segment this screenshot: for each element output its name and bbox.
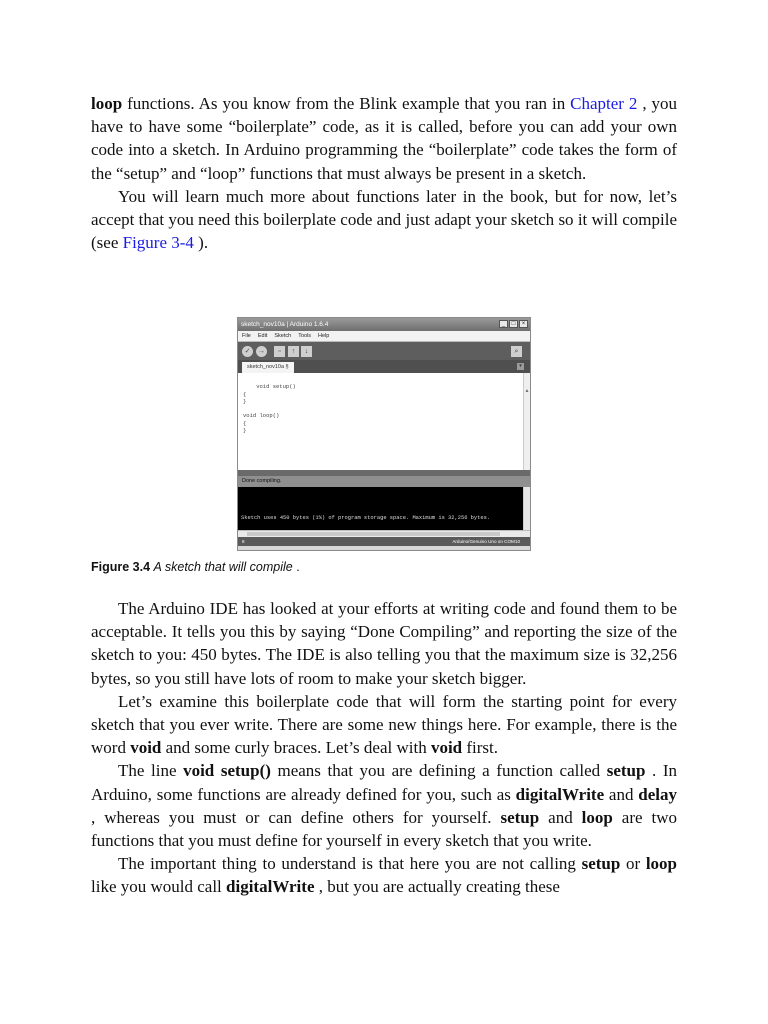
horizontal-scrollbar [238,530,530,537]
line-number: 8 [242,539,245,544]
text-span: Let’s examine this boilerplate code that will form the starting point for every sketch that you ever write. There are some new things here. For example, there is the word [91,691,677,758]
new-icon: ▫ [274,346,285,357]
text-span: The line [118,761,184,781]
upload-icon: → [258,348,265,355]
bold-term: loop [581,807,613,827]
caption-number: Figure 3.4 [91,560,151,574]
text-span: . In Arduino, some functions are already defined for you, such as [91,761,678,804]
toolbar [238,342,530,360]
text-span: or [620,854,646,874]
board-info: Arduino/Genuino Uno on COM10 [452,539,520,544]
body-text-top [91,92,677,254]
bold-term: setup [606,761,646,781]
text-span: and [604,784,639,804]
figure-caption [91,560,300,574]
caption-end: . [292,560,300,574]
code-editor [238,373,530,470]
tab-menu-icon: ▾ [517,363,524,370]
bold-term: setup [581,854,621,874]
verify-icon: ✓ [242,346,253,357]
bold-term: loop [91,94,123,113]
code-text: void setup() { } void loop() { } [243,383,296,435]
console-line: Sketch uses 450 bytes (1%) of program storage space. Maximum is 32,256 bytes. [241,515,491,521]
bold-term: void setup() [183,761,271,781]
scroll-thumb [247,532,500,536]
editor-scrollbar [523,373,530,470]
caption-text: A sketch that will compile [153,560,293,574]
text-span: like you would call [91,877,227,897]
bold-term: loop [645,854,677,874]
bold-term: void [130,738,162,758]
menu-tools: Tools [298,333,312,339]
bold-term: digitalWrite [226,877,315,897]
menubar [238,331,530,342]
scroll-up-icon: ▲ [525,387,529,394]
text-span: functions. As you know from the Blink example that you ran in [122,94,571,113]
paragraph-2 [91,185,677,255]
menu-sketch: Sketch [274,333,292,339]
menu-file: File [242,333,251,339]
menu-edit: Edit [257,333,268,339]
save-icon: ↓ [301,346,312,357]
text-span: ). [193,233,209,253]
console-scrollbar [523,487,530,530]
serial-monitor-icon: ⌕ [511,346,522,357]
console-output [238,487,530,530]
figure-3-4-link[interactable]: Figure 3-4 [122,233,194,253]
bold-term: digitalWrite [515,784,605,804]
open-icon: ↑ [288,346,299,357]
tab-row [238,360,530,373]
text-span: first. [462,738,499,758]
text-span: , but you are actually creating these [314,877,560,897]
window-controls [499,320,528,328]
status-bar: Done compiling. [238,476,530,487]
text-span: The important thing to understand is that here you are not calling [118,854,582,874]
text-span: and [539,807,582,827]
window-title: sketch_nov10a | Arduino 1.6.4 [241,321,329,328]
text-span: are two functions that you must define for yourself in every sketch that you write. [91,807,677,851]
paragraph-5 [91,759,677,852]
bold-term: setup [500,807,540,827]
bold-term: delay [638,784,677,804]
chapter-2-link[interactable]: Chapter 2 [570,94,638,113]
text-span: means that you are defining a function called [270,761,607,781]
maximize-icon: □ [509,320,518,328]
menu-help: Help [318,333,330,339]
text-span: The Arduino IDE has looked at your efforts at writing code and found them to be acceptable. It tells you this by saying “Done Compiling” and reporting the size of the sketch to you: 450 bytes. The IDE is also telling you that the maximum size is 32,256 bytes, so you still have lots of room to make your sketch bigger. [91,599,677,688]
sketch-tab: sketch_nov10a § [242,362,294,373]
text-span: You will learn much more about functions later in the book, but for now, let’s accept that you need this boilerplate code and just adapt your sketch so it will compile (see [91,186,677,253]
text-span: , you have to have some “boilerplate” code, as it is called, before you can add your own code into a sketch. In Arduino programming the “boilerplate” code takes the form of the “setup” and “loop” functions that must always be present in a sketch. [91,94,677,183]
bold-term: void [430,738,463,758]
text-span: , whereas you must or can define others for yourself. [91,807,501,827]
close-icon: × [519,320,528,328]
text-span: and some curly braces. Let’s deal with [161,738,431,758]
paragraph-3 [91,597,677,690]
figure-arduino-ide-screenshot [237,317,531,551]
body-text-bottom [91,597,677,899]
bottom-bar [238,537,530,546]
paragraph-4 [91,690,677,760]
paragraph-1 [91,92,677,185]
minimize-icon: _ [499,320,508,328]
window-titlebar [238,318,530,331]
paragraph-6 [91,852,677,898]
